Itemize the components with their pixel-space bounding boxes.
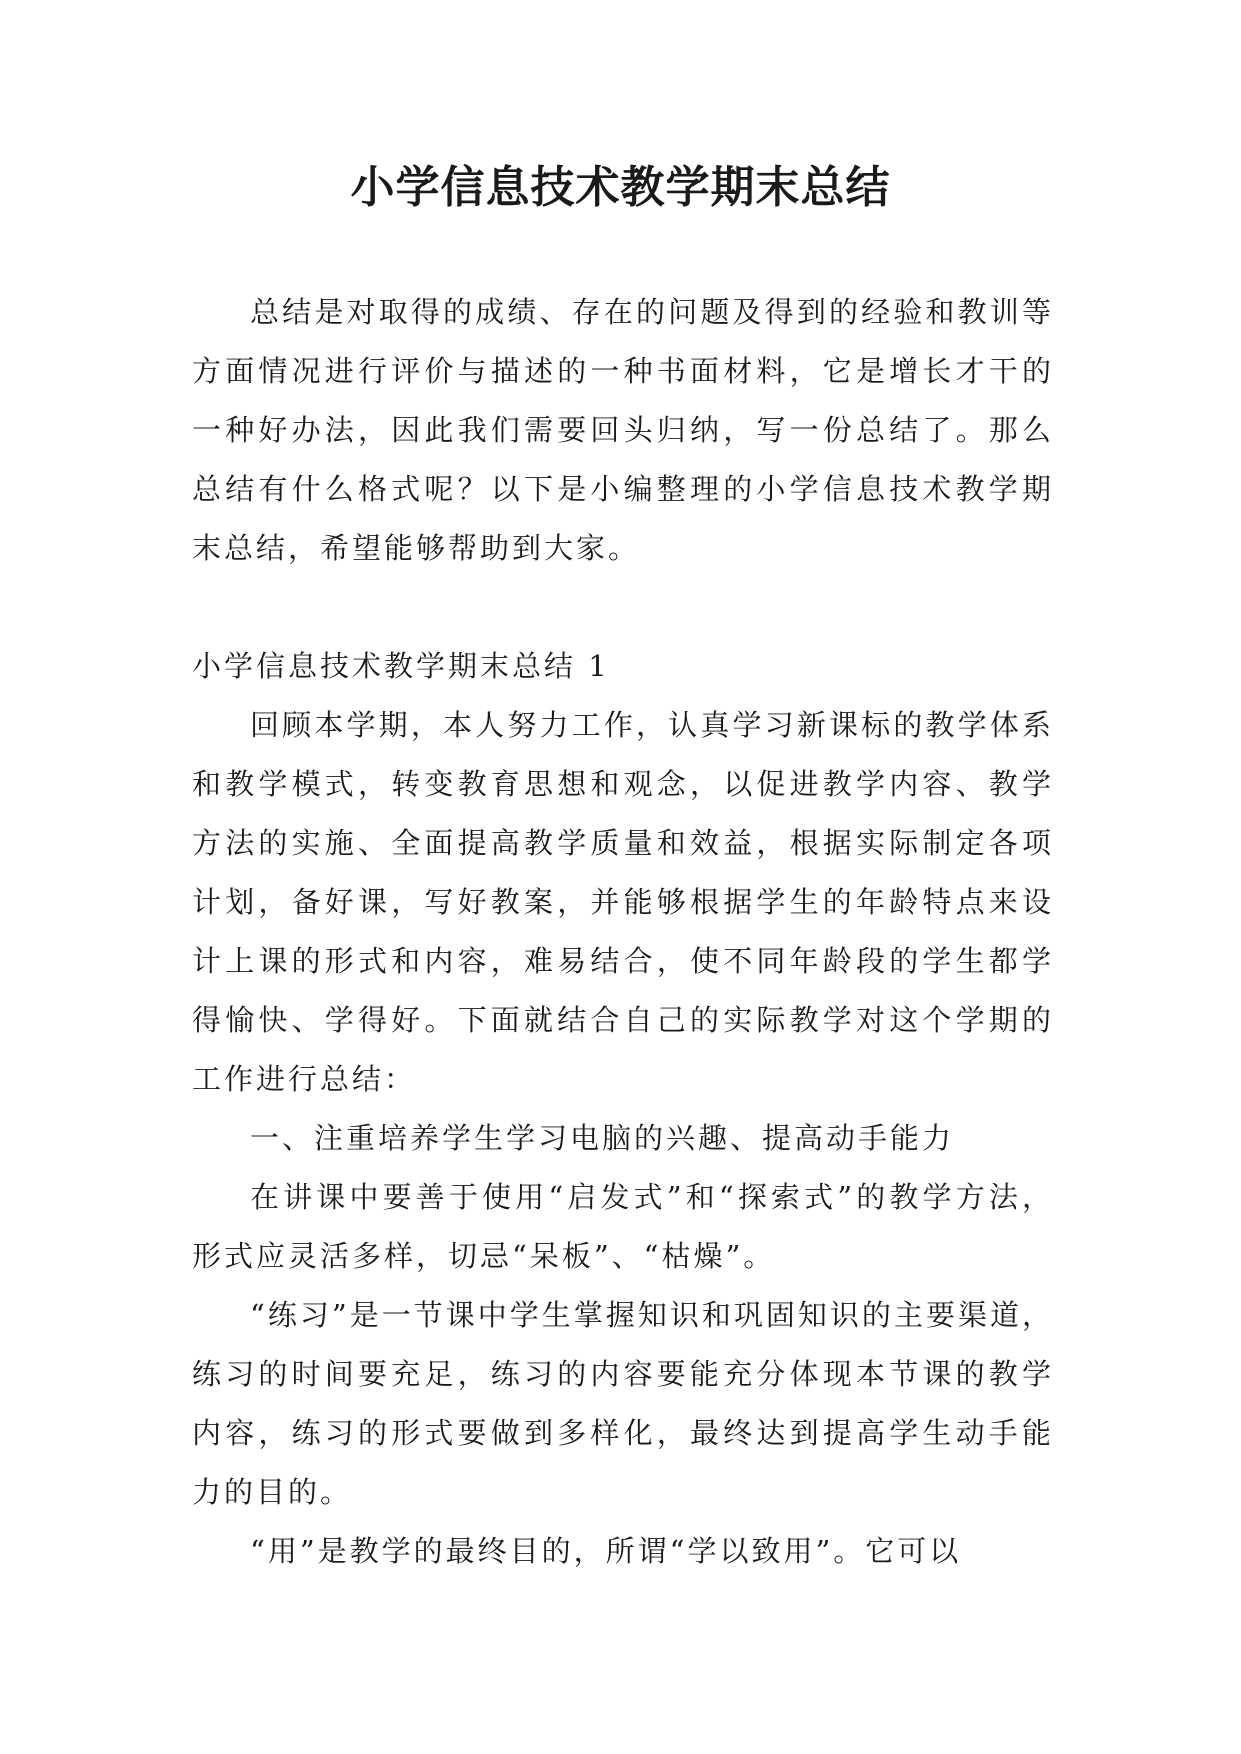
body-paragraph: 回顾本学期，本人努力工作，认真学习新课标的教学体系和教学模式，转变教育思想和观念，以促进教学内容、教学方法的实施、全面提高教学质量和效益，根据实际制定各项计划，备好课，写好教案，并能够根据学生的年龄特点来设计上课的形式和内容，难易结合，使不同年龄段的学生都学得愉快、学得好。下面就结合自己的实际教学对这个学期的工作进行总结： [192,708,1054,1096]
body-paragraph: “练习”是一节课中学生掌握知识和巩固知识的主要渠道，练习的时间要充足，练习的内容要能充分体现本节课的教学内容，练习的形式要做到多样化，最终达到提高学生动手能力的目的。 [192,1298,1054,1509]
section-heading: 小学信息技术教学期末总结 1 [192,649,610,683]
paragraph-gap [192,578,1054,637]
document-title: 小学信息技术教学期末总结 [350,162,891,213]
intro-paragraph: 总结是对取得的成绩、存在的问题及得到的经验和教训等方面情况进行评价与描述的一种书面材料，它是增长才干的一种好办法，因此我们需要回头归纳，写一份总结了。那么总结有什么格式呢？以下是小编整理的小学信息技术教学期末总结，希望能够帮助到大家。 [192,295,1054,565]
body-paragraph: 在讲课中要善于使用“启发式”和“探索式”的教学方法，形式应灵活多样，切忌“呆板”、“枯燥”。 [192,1180,1054,1273]
subheading-paragraph: 一、注重培养学生学习电脑的兴趣、提高动手能力 [250,1121,955,1155]
body-paragraph: “用”是教学的最终目的，所谓“学以致用”。它可以 [250,1534,962,1568]
document-body [192,283,1054,1581]
